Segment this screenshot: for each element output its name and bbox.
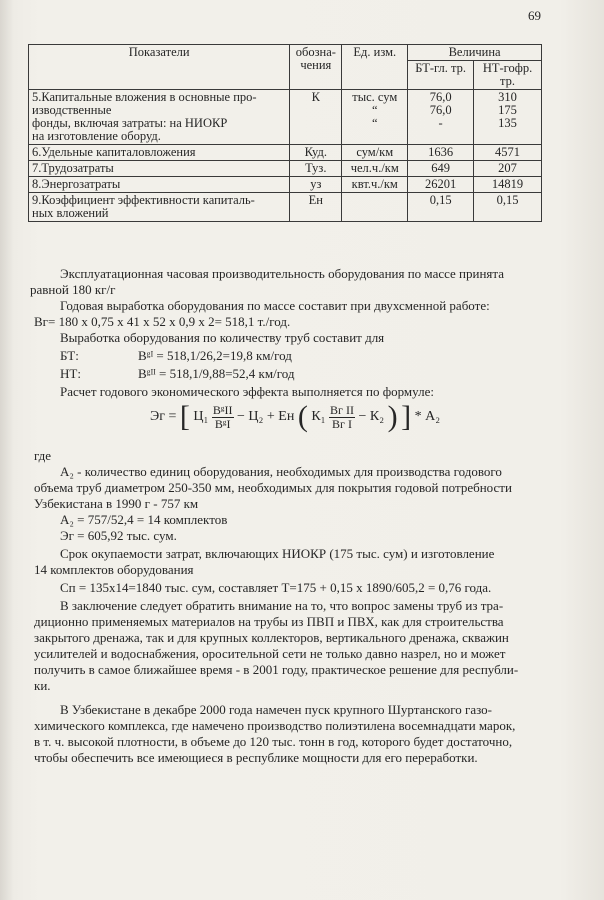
formula-k1: К₁ xyxy=(311,409,326,425)
table-row xyxy=(29,90,542,145)
row-bt: 0,15 xyxy=(408,193,474,222)
header-unit: Ед. изм. xyxy=(342,45,408,90)
table-row xyxy=(29,193,542,222)
row-bt: 26201 xyxy=(408,177,474,193)
row-indicator: 6.Удельные капиталовложения xyxy=(29,145,290,161)
paragraph-line: А₂ = 757/52,4 = 14 комплектов xyxy=(60,512,228,527)
paragraph-line: ки. xyxy=(34,678,51,693)
fraction-2-denominator: Вг I xyxy=(332,416,352,431)
paragraph-line: усилителей и водоснабжения, оросительной сети не только давно назрел, но и может xyxy=(34,646,506,661)
header-symbol: обозна- чения xyxy=(290,45,342,90)
nt-label: НТ: xyxy=(60,366,81,381)
paragraph-line: Эксплуатационная часовая производительность оборудования по массе принята xyxy=(60,266,505,281)
fraction-1-denominator: ВᵍI xyxy=(214,416,231,431)
paragraph-line: А₂ - количество единиц оборудования, необходимых для производства годового xyxy=(60,464,502,479)
paragraph-line: Узбекистана в 1990 г - 757 км xyxy=(34,496,199,511)
economic-effect-formula xyxy=(150,402,450,444)
paragraph-line: химического комплекса, где намечено производство полиэтилена восемнадцати марок, xyxy=(34,718,516,733)
row-bt: 76,0 76,0 - xyxy=(408,90,474,145)
bt-label: БТ: xyxy=(60,348,79,363)
paragraph-line: Выработка оборудования по количеству труб составит для xyxy=(60,330,385,345)
paragraph-line: Сп = 135х14=1840 тыс. сум, составляет Т=175 + 0,15 х 1890/605,2 = 0,76 года. xyxy=(60,580,492,595)
row-nt: 4571 xyxy=(474,145,542,161)
formula-lhs: Эг = xyxy=(150,409,177,425)
nt-equation: Вᵍᴵᴵ = 518,1/9,88=52,4 км/год xyxy=(138,366,295,381)
row-nt: 310 175 135 xyxy=(474,90,542,145)
bt-equation: Вᵍᴵ = 518,1/26,2=19,8 км/год xyxy=(138,348,292,363)
row-symbol: Туз. xyxy=(290,161,342,177)
row-symbol: К xyxy=(290,90,342,145)
right-bracket: ] xyxy=(401,400,412,433)
row-bt: 1636 xyxy=(408,145,474,161)
indicators-table xyxy=(28,44,542,222)
row-nt: 207 xyxy=(474,161,542,177)
formula-middle: − Ц₂ + Ен xyxy=(237,409,295,425)
paragraph-line: получить в самое ближайшее время - в 2001 году, практическое решение для республи- xyxy=(34,662,519,677)
row-unit: тыс. сум “ “ xyxy=(342,90,408,145)
paragraph-line: Вг= 180 х 0,75 х 41 х 52 х 0,9 х 2= 518,1 т./год. xyxy=(34,314,291,329)
row-symbol: Ен xyxy=(290,193,342,222)
table-row xyxy=(29,145,542,161)
left-paren: ( xyxy=(297,400,308,433)
page-number: 69 xyxy=(528,8,541,23)
right-paren: ) xyxy=(387,400,398,433)
header-indicator: Показатели xyxy=(29,45,290,90)
paragraph-line: в т. ч. высокой плотности, в объеме до 120 тыс. тонн в год, которого будет достаточно, xyxy=(34,734,513,749)
paragraph-line: закрытого дренажа, так и для крупных коллекторов, вертикального дренажа, скважин xyxy=(34,630,509,645)
table-header-row xyxy=(29,45,542,61)
paragraph-line: В Узбекистане в декабре 2000 года намечен пуск крупного Шуртанского газо- xyxy=(60,702,492,717)
fraction-2 xyxy=(329,404,355,431)
paragraph-line: Годовая выработка оборудования по массе составит при двухсменной работе: xyxy=(60,298,490,313)
header-bt: БТ-гл. тр. xyxy=(408,61,474,90)
row-indicator: 7.Трудозатраты xyxy=(29,161,290,177)
fraction-1-numerator: ВᵍII xyxy=(212,402,233,417)
paragraph-line: Расчет годового экономического эффекта выполняется по формуле: xyxy=(60,384,434,399)
paragraph-line: объема труб диаметром 250-350 мм, необходимых для покрытия годовой потребности xyxy=(34,480,512,495)
header-value: Величина xyxy=(408,45,542,61)
formula-c1: Ц₁ xyxy=(193,409,209,425)
paragraph-line: Срок окупаемости затрат, включающих НИОКР (175 тыс. сум) и изготовление xyxy=(60,546,495,561)
formula-k2: − К₂ xyxy=(358,409,385,425)
paragraph-line: Эг = 605,92 тыс. сум. xyxy=(60,528,177,543)
row-symbol: Куд. xyxy=(290,145,342,161)
paragraph-line: чтобы обеспечить все имеющиеся в республике мощности для его переработки. xyxy=(34,750,478,765)
paragraph-line: диционно применяемых материалов на трубы из ПВП и ПВХ, как для строительства xyxy=(34,614,504,629)
fraction-1 xyxy=(212,404,234,431)
row-unit: чел.ч./км xyxy=(342,161,408,177)
header-nt: НТ-гофр. тр. xyxy=(474,61,542,90)
row-symbol: уз xyxy=(290,177,342,193)
row-indicator: 9.Коэффициент эффективности капиталь- ных вложений xyxy=(29,193,290,222)
row-unit: квт.ч./км xyxy=(342,177,408,193)
row-nt: 14819 xyxy=(474,177,542,193)
row-nt: 0,15 xyxy=(474,193,542,222)
formula-tail: * А₂ xyxy=(414,409,441,425)
left-bracket: [ xyxy=(179,400,190,433)
table-row xyxy=(29,177,542,193)
paragraph-line: равной 180 кг/г xyxy=(30,282,116,297)
fraction-2-numerator: Вг II xyxy=(330,402,354,417)
table-row xyxy=(29,161,542,177)
paragraph-line: где xyxy=(34,448,52,463)
row-indicator: 8.Энергозатраты xyxy=(29,177,290,193)
row-indicator: 5.Капитальные вложения в основные про- изводственные фонды, включая затраты: на НИОКР на изготовление оборуд. xyxy=(29,90,290,145)
row-unit xyxy=(342,193,408,222)
paragraph-line: 14 комплектов оборудования xyxy=(34,562,194,577)
row-unit: сум/км xyxy=(342,145,408,161)
paragraph-line: В заключение следует обратить внимание на то, что вопрос замены труб из тра- xyxy=(60,598,504,613)
row-bt: 649 xyxy=(408,161,474,177)
